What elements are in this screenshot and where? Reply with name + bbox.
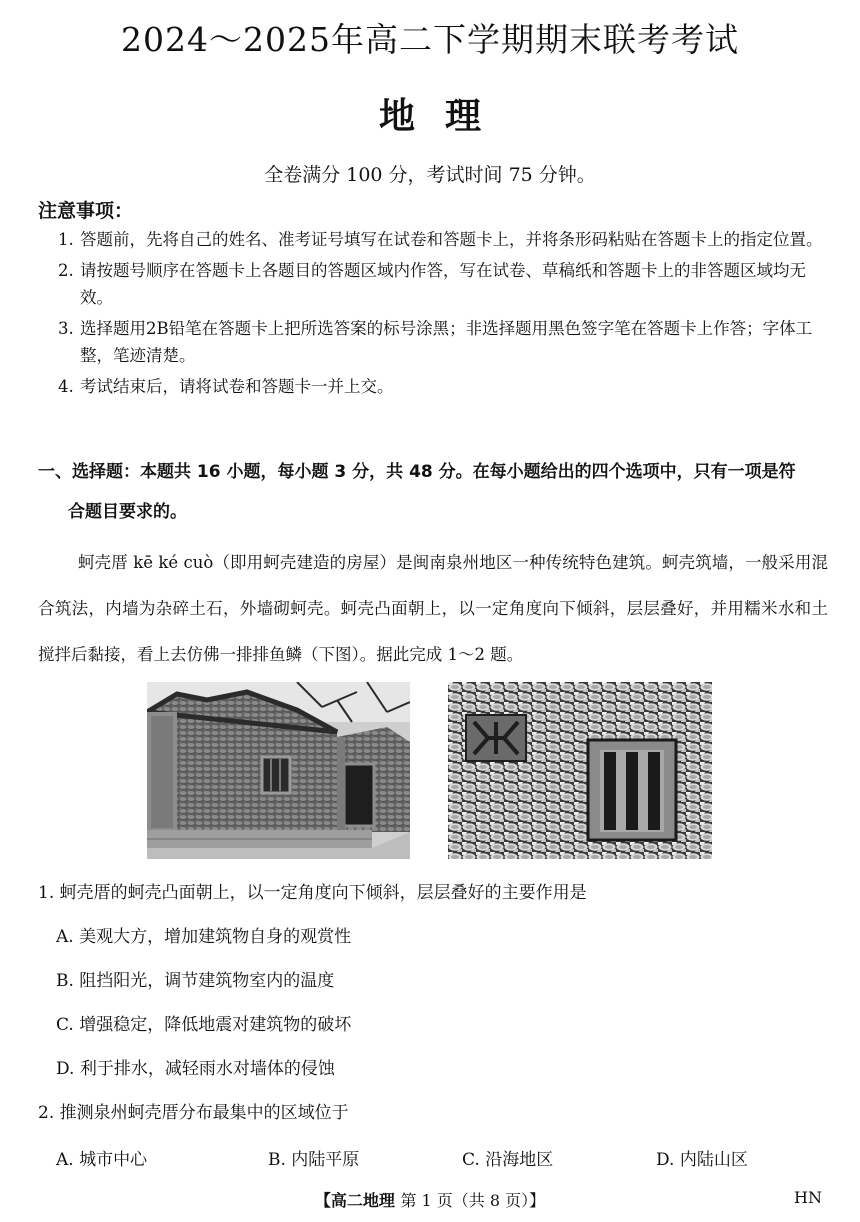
notice-item-text: 考试结束后，请将试卷和答题卡一并上交。 bbox=[80, 377, 394, 396]
footer-code: HN bbox=[794, 1188, 822, 1207]
notice-item bbox=[58, 257, 828, 311]
question-2-option-a: A. 城市中心 bbox=[56, 1150, 148, 1170]
score-note: 全卷满分 100 分，考试时间 75 分钟。 bbox=[264, 164, 596, 186]
section-heading bbox=[38, 452, 828, 532]
notice-item-number: 4. bbox=[58, 377, 74, 396]
section-heading-line2: 合题目要求的。 bbox=[68, 502, 187, 522]
section-heading-line1: 一、选择题：本题共 16 小题，每小题 3 分，共 48 分。在每小题给出的四个选项中，只有一项是符 bbox=[38, 462, 796, 482]
question-1-option-c: C. 增强稳定，降低地震对建筑物的破坏 bbox=[56, 1015, 352, 1035]
question-2-stem: 2. 推测泉州蚵壳厝分布最集中的区域位于 bbox=[38, 1103, 349, 1123]
reading-passage: 蚵壳厝 kē ké cuò（即用蚵壳建造的房屋）是闽南泉州地区一种传统特色建筑。蚵壳筑墙，一般采用混合筑法，内墙为杂碎土石，外墙砌蚵壳。蚵壳凸面朝上，以一定角度向下倾斜，层层叠好，并用糯米水和土搅拌后黏接，看上去仿佛一排排鱼鳞（下图）。据此完成 1～2 题。 bbox=[38, 553, 828, 664]
question-2-option-c: C. 沿海地区 bbox=[462, 1150, 554, 1170]
notice-item-text: 选择题用2B铅笔在答题卡上把所选答案的标号涂黑；非选择题用黑色签字笔在答题卡上作答；字体工整，笔迹清楚。 bbox=[80, 319, 813, 365]
footer-label: 【高二地理 bbox=[314, 1191, 395, 1210]
notice-item-text: 请按题号顺序在答题卡上各题目的答题区域内作答，写在试卷、草稿纸和答题卡上的非答题区域均无效。 bbox=[80, 261, 806, 307]
exam-title: 2024～2025年高二下学期期末联考考试 bbox=[121, 20, 739, 59]
notice-item bbox=[58, 226, 828, 253]
oyster-shell-house-photo bbox=[147, 682, 410, 859]
notice-list bbox=[58, 226, 828, 404]
oyster-shell-wall-photo bbox=[448, 682, 712, 859]
question-1-option-a: A. 美观大方，增加建筑物自身的观赏性 bbox=[56, 927, 352, 947]
notice-item-number: 3. bbox=[58, 319, 74, 338]
notice-item-number: 1. bbox=[58, 230, 74, 249]
question-1-option-d: D. 利于排水，减轻雨水对墙体的侵蚀 bbox=[56, 1059, 335, 1079]
subject-title: 地理 bbox=[378, 96, 511, 137]
notice-item-number: 2. bbox=[58, 261, 74, 280]
page-footer bbox=[0, 1188, 860, 1211]
notice-item bbox=[58, 373, 828, 400]
footer-page-info: 第 1 页（共 8 页）】 bbox=[400, 1191, 546, 1210]
notice-item bbox=[58, 315, 828, 369]
question-1-option-b: B. 阻挡阳光，调节建筑物室内的温度 bbox=[56, 971, 335, 991]
question-1-stem: 1. 蚵壳厝的蚵壳凸面朝上，以一定角度向下倾斜，层层叠好的主要作用是 bbox=[38, 883, 587, 903]
notice-item-text: 答题前，先将自己的姓名、准考证号填写在试卷和答题卡上，并将条形码粘贴在答题卡上的指定位置。 bbox=[80, 230, 823, 249]
notice-heading: 注意事项： bbox=[38, 200, 134, 222]
question-2-option-b: B. 内陆平原 bbox=[268, 1150, 360, 1170]
question-2-option-d: D. 内陆山区 bbox=[656, 1150, 748, 1170]
